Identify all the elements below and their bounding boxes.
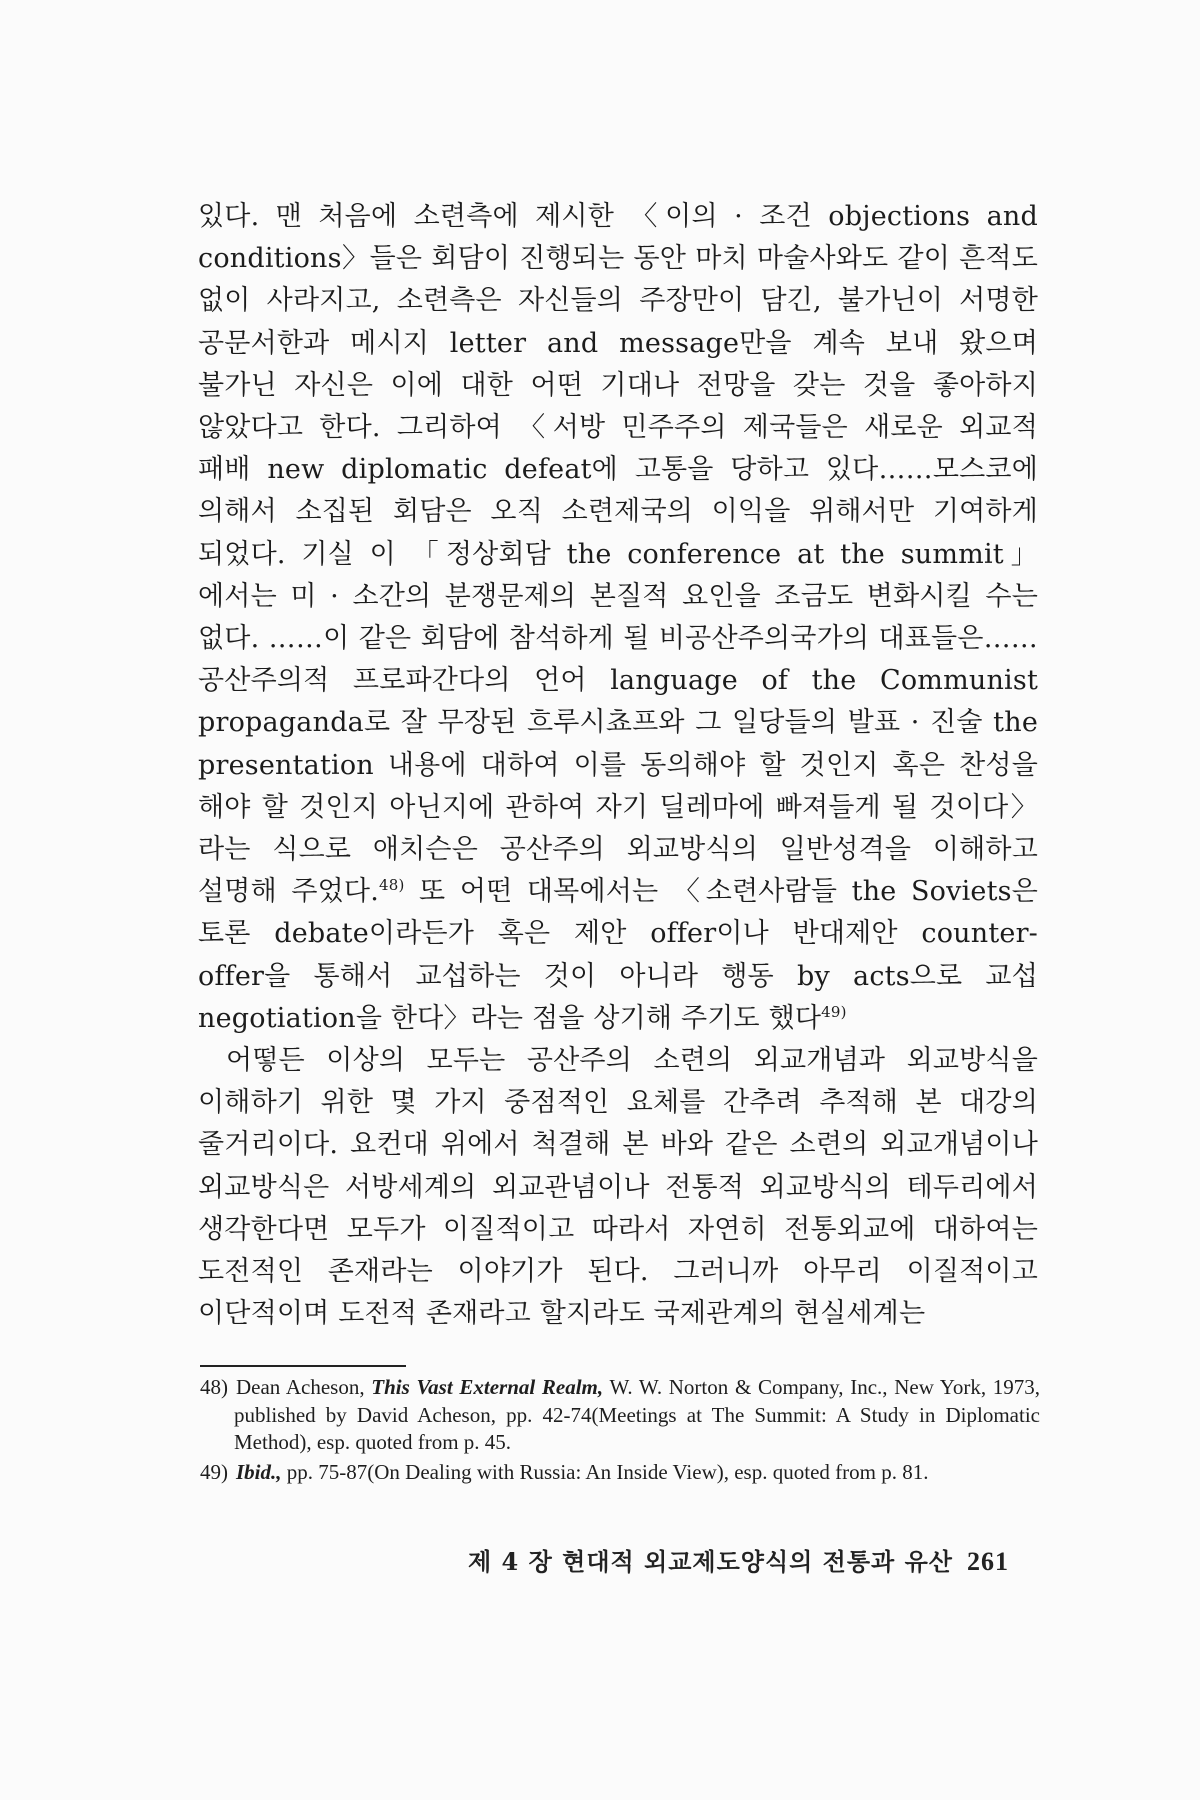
running-footer [468, 1542, 1038, 1577]
footnote-author: Dean Acheson, [236, 1375, 365, 1399]
body-text [198, 196, 1038, 1335]
paragraph [198, 1040, 1038, 1335]
paragraph-text: 있다. 맨 처음에 소련측에 제시한 〈이의 · 조건 objections and conditions〉들은 회담이 진행되는 동안 마치 마술사와도 같이 흔적도 없이 사라지고, 소련측은 자신들의 주장만이 담긴, 불가닌이 서명한 공문서한과 메시지 letter and message만을 계속 보내 왔으며 불가닌 자신은 이에 대한 어떤 기대나 전망을 갖는 것을 좋아하지 않았다고 한다. 그리하여 〈서방 민주주의 제국들은 새로운 외교적 패배 new diplomatic defeat에 고통을 당하고 있다……모스코에 의해서 소집된 회담은 오직 소련제국의 이익을 위해서만 기여하게 되었다. 기실 이 「정상회담 the conference at the summit」에서는 미 · 소간의 분쟁문제의 본질적 요인을 조금도 변화시킬 수는 없다. ……이 같은 회담에 참석하게 될 비공산주의국가의 대표들은……공산주의적 프로파간다의 언어 language of the Communist propaganda로 잘 무장된 흐루시쵸프와 그 일당들의 발표 · 진술 the presentation 내용에 대하여 이를 동의해야 할 것인지 혹은 찬성을 해야 할 것인지 아닌지에 관하여 자기 딜레마에 빠져들게 될 것이다〉라는 식으로 애치슨은 공산주의 외교방식의 일반성격을 이해하고 설명해 주었다. [198, 201, 1038, 908]
footnote-number: 48) [200, 1375, 228, 1399]
footnote-ref-49[interactable]: 49) [821, 1002, 847, 1021]
chapter-title: 제 4 장 현대적 외교제도양식의 전통과 유산 [468, 1547, 953, 1576]
paragraph-continued [198, 196, 1038, 1040]
footnote-ref-48[interactable]: 48) [378, 876, 405, 895]
footnote-work-title: This Vast External Realm, [371, 1375, 604, 1399]
footnote-divider [200, 1365, 406, 1367]
footnote-number: 49) [200, 1459, 228, 1484]
footnote-details: W. W. Norton & Company, Inc., New York, 1973, published by David Acheson, pp. 42-74(Meetings at The Summit: A Study in Diplomatic Method), esp. quoted from p. 45. [234, 1375, 1041, 1454]
footnotes [200, 1374, 1040, 1488]
paragraph-text-cont: 또 어떤 대목에서는 〈소련사람들 the Soviets은 토론 debate이라든가 혹은 제안 offer이나 반대제안 counter-offer을 통해서 교섭하는 것이 아니라 행동 by acts으로 교섭 negotiation을 한다〉라는 점을 상기해 주기도 했다 [198, 876, 1038, 1034]
footnote-48 [200, 1374, 1040, 1457]
footnote-work-title: Ibid., [236, 1459, 282, 1484]
paragraph-text: 어떻든 이상의 모두는 공산주의 소련의 외교개념과 외교방식을 이해하기 위한 몇 가지 중점적인 요체를 간추려 추적해 본 대강의 줄거리이다. 요컨대 위에서 척결해 본 바와 같은 소련의 외교개념이나 외교방식은 서방세계의 외교관념이나 전통적 외교방식의 테두리에서 생각한다면 모두가 이질적이고 따라서 자연히 전통외교에 대하여는 도전적인 존재라는 이야기가 된다. 그러니까 아무리 이질적이고 이단적이며 도전적 존재라고 할지라도 국제관계의 현실세계는 [198, 1045, 1038, 1330]
footnote-49 [200, 1459, 1040, 1487]
page-number: 261 [966, 1547, 1009, 1576]
footnote-details: pp. 75-87(On Dealing with Russia: An Inside View), esp. quoted from p. 81. [286, 1459, 929, 1484]
